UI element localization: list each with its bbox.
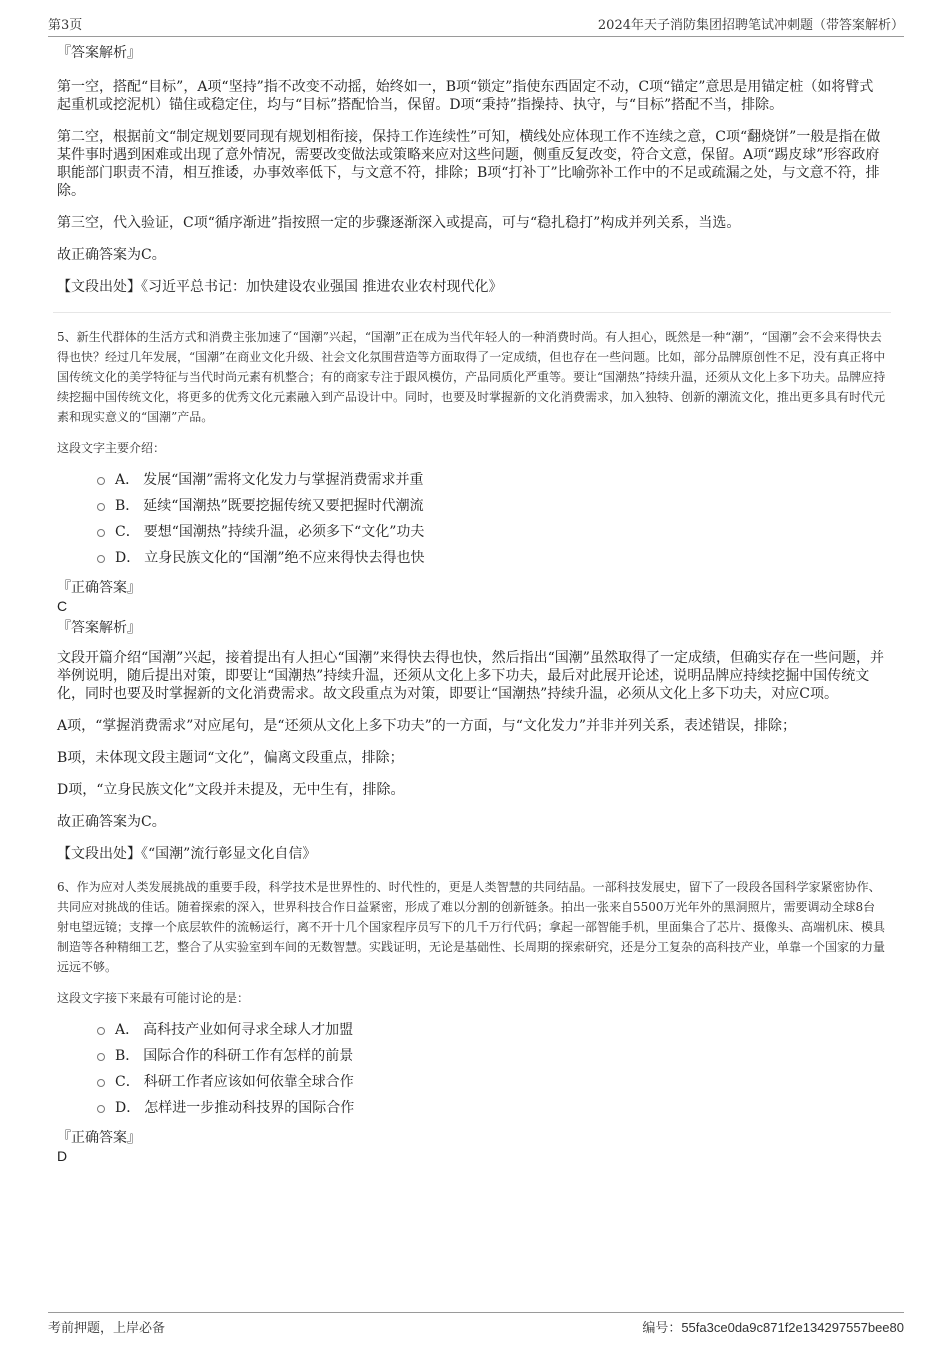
analysis-paragraph: 文段开篇介绍“国潮”兴起，接着提出有人担心“国潮”来得快去得也快，然后指出“国潮”虽然取得了一定成绩，但确实存在一些问题，并举例说明，随后提出对策，即要让“国潮热”持续升温，还须从文化上多下功夫，最后对此展开论述，说明品牌应持续挖掘中国传统文化，同时也要及时掌握新的文化消费需求。故文段重点为对策，即要让“国潮热”持续升温，必须从文化上多下功夫，对应C项。 — [57, 650, 884, 702]
question-prompt: 这段文字接下来最有可能讨论的是： — [57, 991, 250, 1005]
option-letter: A． — [115, 472, 140, 488]
footer-slogan: 考前押题，上岸必备 — [48, 1321, 166, 1336]
option-text: 高科技产业如何寻求全球人才加盟 — [143, 1022, 354, 1038]
analysis-conclusion: 故正确答案为C。 — [57, 247, 166, 263]
option-text: 国际合作的科研工作有怎样的前景 — [143, 1048, 354, 1064]
option-text: 科研工作者应该如何依靠全球合作 — [143, 1074, 354, 1090]
radio-icon[interactable] — [97, 529, 105, 537]
q4-analysis — [57, 44, 887, 296]
analysis-paragraph: 第一空，搭配“目标”，A项“坚持”指不改变不动摇，始终如一，B项“锁定”指使东西固定不动，C项“锚定”意思是用锚定桩（如将臂式起重机或挖泥机）锚住或稳定住，均与“目标”搭配恰当，保留。D项“秉持”指操持、执守，与“目标”搭配不当，排除。 — [57, 79, 874, 113]
page-content — [57, 44, 887, 1169]
option-a[interactable] — [97, 471, 887, 497]
option-list — [97, 471, 887, 575]
option-text: 怎样进一步推动科技界的国际合作 — [144, 1100, 355, 1116]
page-footer — [48, 1312, 904, 1337]
option-text: 立身民族文化的“国潮”绝不应来得快去得也快 — [144, 550, 425, 566]
correct-answer-label: 『正确答案』 — [57, 580, 141, 596]
option-letter: B． — [115, 1048, 140, 1064]
option-list — [97, 1021, 887, 1125]
page-header — [48, 14, 904, 37]
option-letter: D． — [115, 1100, 141, 1116]
correct-answer-label: 『正确答案』 — [57, 1130, 141, 1146]
radio-icon[interactable] — [97, 555, 105, 563]
option-letter: C． — [115, 1074, 140, 1090]
question-prompt: 这段文字主要介绍： — [57, 441, 166, 455]
option-text: 发展“国潮”需将文化发力与掌握消费需求并重 — [143, 472, 424, 488]
correct-answer: D — [57, 1148, 68, 1164]
document-title: 2024年天子消防集团招聘笔试冲刺题（带答案解析） — [597, 18, 904, 33]
page-number: 第3页 — [48, 18, 83, 33]
analysis-paragraph: 第二空，根据前文“制定规划要同现有规划相衔接，保持工作连续性”可知，横线处应体现工作不连续之意，C项“翻烧饼”一般是指在做某件事时遇到困难或出现了意外情况，需要改变做法或策略来应对这些问题，侧重反复改变，符合文意，保留。A项“踢皮球”形容政府职能部门职责不清，相互推诿，办事效率低下，与文意不符，排除；B项“打补丁”比喻弥补工作中的不足或疏漏之处，与文意不符，排除。 — [57, 129, 881, 199]
source-citation: 【文段出处】《“国潮”流行彰显文化自信》 — [57, 846, 317, 862]
question-text: 5、新生代群体的生活方式和消费主张加速了“国潮”兴起，“国潮”正在成为当代年轻人的一种消费时尚。有人担心，既然是一种“潮”，“国潮”会不会来得快去得也快？经过几年发展，“国潮”在商业文化升级、社会文化氛围营造等方面取得了一定成绩，但也存在一些问题。比如，部分品牌原创性不足，没有真正将中国传统文化的美学特征与当代时尚元素有机整合；有的商家专注于跟风模仿，产品同质化严重等。要让“国潮热”持续升温，还须从文化上多下功夫。品牌应持续挖掘中国传统文化，将更多的优秀文化元素融入到产品设计中。同时，也要及时掌握新的文化消费需求，加入独特、创新的潮流文化，推出更多具有时代元素和现实意义的“国潮”产品。 — [57, 330, 886, 424]
option-d[interactable] — [97, 549, 887, 575]
option-letter: C． — [115, 524, 140, 540]
correct-answer: C — [57, 598, 68, 614]
radio-icon[interactable] — [97, 1027, 105, 1035]
option-c[interactable] — [97, 1073, 887, 1099]
radio-icon[interactable] — [97, 1079, 105, 1087]
option-text: 要想“国潮热”持续升温，必须多下“文化”功夫 — [143, 524, 425, 540]
option-a[interactable] — [97, 1021, 887, 1047]
analysis-paragraph: 第三空，代入验证，C项“循序渐进”指按照一定的步骤逐渐深入或提高，可与“稳扎稳打”构成并列关系，当选。 — [57, 215, 741, 231]
question-text: 6、作为应对人类发展挑战的重要手段，科学技术是世界性的、时代性的，更是人类智慧的共同结晶。一部科技发展史，留下了一段段各国科学家紧密协作、共同应对挑战的佳话。随着探索的深入，世界科技合作日益紧密，形成了难以分割的创新链条。拍出一张来自5500万光年外的黑洞照片，需要调动全球8台射电望远镜；支撑一个底层软件的流畅运行，离不开十几个国家程序员写下的几千万行代码；拿起一部智能手机，里面集合了芯片、摄像头、高端机床、模具制造等各种精细工艺，整合了从实验室到车间的无数智慧。实践证明，无论是基础性、长周期的探索研究，还是分工复杂的高科技产业，单靠一个国家的力量远远不够。 — [57, 880, 886, 974]
option-letter: A． — [115, 1022, 140, 1038]
analysis-label: 『答案解析』 — [57, 620, 141, 636]
analysis-paragraph: D项，“立身民族文化”文段并未提及，无中生有，排除。 — [57, 782, 405, 798]
option-b[interactable] — [97, 497, 887, 523]
source-citation: 【文段出处】《习近平总书记：加快建设农业强国 推进农业农村现代化》 — [57, 279, 503, 295]
code-value: 55fa3ce0da9c871f2e134297557bee80 — [681, 1320, 904, 1335]
document-code — [642, 1317, 904, 1336]
option-d[interactable] — [97, 1099, 887, 1125]
radio-icon[interactable] — [97, 477, 105, 485]
code-label: 编号： — [642, 1321, 682, 1336]
analysis-conclusion: 故正确答案为C。 — [57, 814, 166, 830]
analysis-paragraph: A项，“掌握消费需求”对应尾句，是“还须从文化上多下功夫”的一方面，与“文化发力”并非并列关系，表述错误，排除； — [57, 718, 797, 734]
radio-icon[interactable] — [97, 1105, 105, 1113]
question-5 — [57, 327, 887, 863]
question-6 — [57, 877, 887, 1165]
divider — [53, 312, 891, 313]
option-letter: D． — [115, 550, 141, 566]
option-b[interactable] — [97, 1047, 887, 1073]
option-letter: B． — [115, 498, 140, 514]
option-text: 延续“国潮热”既要挖掘传统又要把握时代潮流 — [143, 498, 424, 514]
radio-icon[interactable] — [97, 1053, 105, 1061]
analysis-label: 『答案解析』 — [57, 45, 141, 61]
analysis-paragraph: B项，未体现文段主题词“文化”，偏离文段重点，排除； — [57, 750, 404, 766]
radio-icon[interactable] — [97, 503, 105, 511]
option-c[interactable] — [97, 523, 887, 549]
